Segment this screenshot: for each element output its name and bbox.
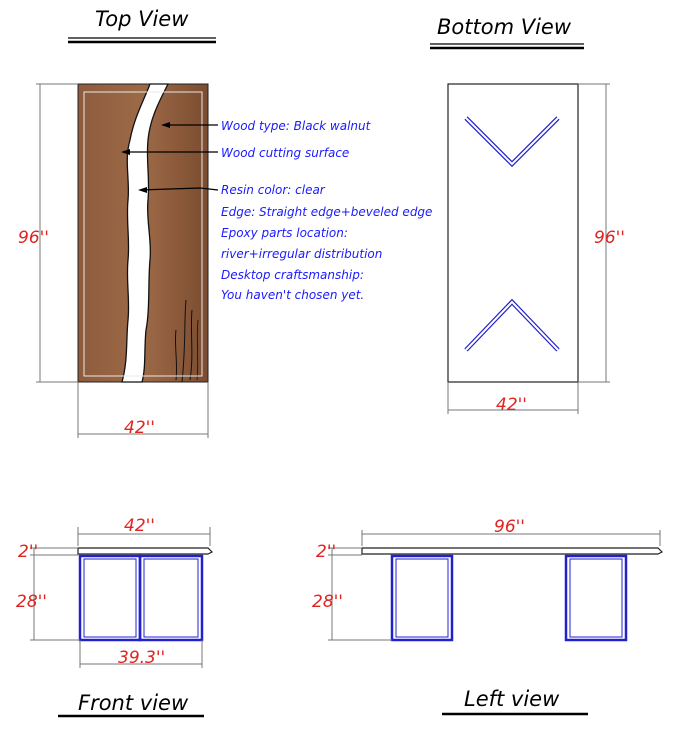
left-length-dim: 96''	[494, 517, 525, 537]
top-length-dim: 96''	[18, 228, 49, 248]
left-leg-2	[566, 556, 626, 640]
left-tabletop	[362, 548, 662, 554]
tabletop-underside	[448, 84, 578, 382]
front-leg-left	[80, 556, 140, 640]
left-view	[312, 517, 662, 714]
resin-color-annotation: Resin color: clear	[221, 183, 325, 197]
bottom-view	[430, 15, 625, 415]
front-view	[16, 516, 212, 716]
distribution-annotation: river+irregular distribution	[221, 247, 383, 261]
front-base-dim: 39.3''	[118, 648, 166, 668]
top-width-dim: 42''	[124, 418, 155, 438]
not-chosen-annotation: You haven't chosen yet.	[221, 288, 365, 302]
wood-type-annotation: Wood type: Black walnut	[221, 119, 371, 133]
front-width-dim: 42''	[124, 516, 155, 536]
bottom-length-dim: 96''	[594, 228, 625, 248]
front-height-dim: 28''	[16, 592, 47, 612]
cutting-surface-annotation: Wood cutting surface	[221, 146, 350, 160]
front-leg-right	[140, 556, 202, 640]
bottom-width-dim: 42''	[496, 395, 527, 415]
epoxy-location-annotation: Epoxy parts location:	[221, 226, 348, 240]
left-height-dim: 28''	[312, 592, 343, 612]
top-view-title: Top View	[95, 7, 189, 31]
front-tabletop	[78, 548, 212, 554]
top-view	[18, 7, 432, 438]
front-thickness-dim: 2''	[18, 542, 39, 562]
bottom-view-title: Bottom View	[437, 15, 571, 39]
left-leg-1	[392, 556, 452, 640]
edge-annotation: Edge: Straight edge+beveled edge	[221, 205, 433, 219]
front-view-title: Front view	[78, 691, 189, 715]
craftsmanship-annotation: Desktop craftsmanship:	[221, 268, 364, 282]
left-thickness-dim: 2''	[316, 542, 337, 562]
left-view-title: Left view	[464, 687, 560, 711]
